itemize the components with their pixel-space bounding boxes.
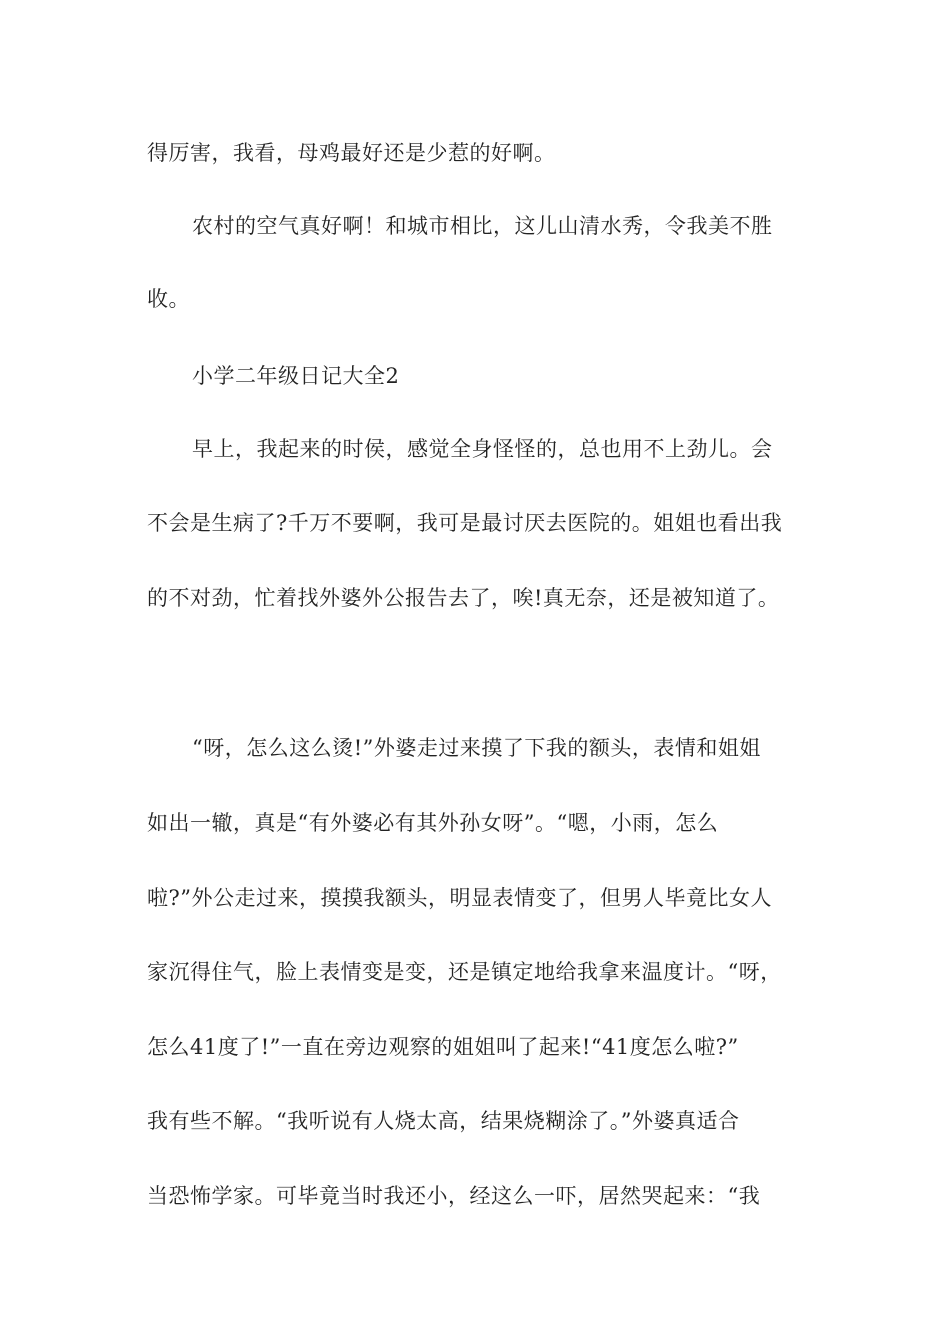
text-line: 收。 (147, 287, 190, 311)
text-line: 我有些不解。“我听说有人烧太高，结果烧糊涂了。”外婆真适合 (147, 1109, 740, 1133)
text-line: 得厉害，我看，母鸡最好还是少惹的好啊。 (147, 141, 556, 165)
paragraph-start-line: 早上，我起来的时侯，感觉全身怪怪的，总也用不上劲儿。会 (192, 437, 773, 461)
text-line: 如出一辙，真是“有外婆必有其外孙女呀”。“嗯，小雨，怎么 (147, 811, 719, 835)
text-line: 怎么41度了!”一直在旁边观察的姐姐叫了起来!“41度怎么啦?” (147, 1035, 739, 1059)
text-line: 家沉得住气，脸上表情变是变，还是镇定地给我拿来温度计。“呀， (147, 960, 782, 984)
text-line: 啦?”外公走过来，摸摸我额头，明显表情变了，但男人毕竟比女人 (147, 886, 772, 910)
paragraph-start-line: 农村的空气真好啊！和城市相比，这儿山清水秀，令我美不胜 (192, 214, 773, 238)
text-line: 当恐怖学家。可毕竟当时我还小，经这么一吓，居然哭起来：“我 (147, 1184, 761, 1208)
text-line: 的不对劲，忙着找外婆外公报告去了，唉!真无奈，还是被知道了。 (147, 586, 780, 610)
section-heading: 小学二年级日记大全2 (192, 364, 400, 388)
paragraph-start-line: “呀，怎么这么烫!”外婆走过来摸了下我的额头，表情和姐姐 (192, 736, 761, 760)
text-line: 不会是生病了?千万不要啊，我可是最讨厌去医院的。姐姐也看出我 (147, 511, 783, 535)
